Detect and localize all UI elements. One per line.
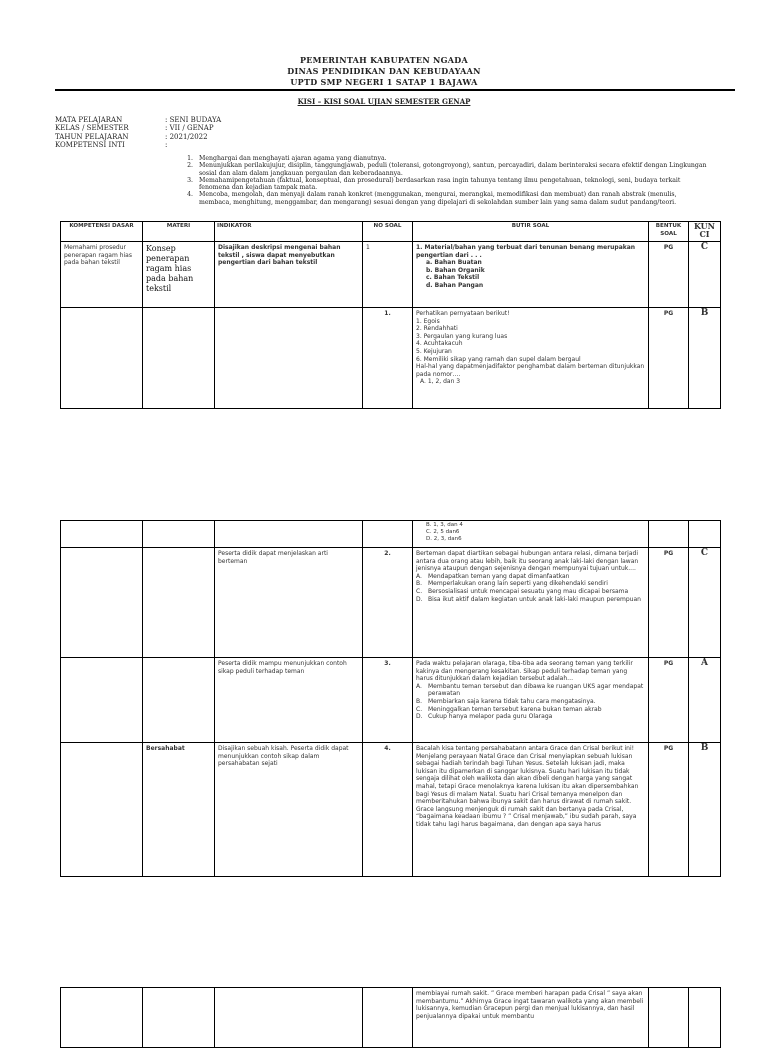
butir-cell: membiayai rumah sakit. ” Grace memberi harapan pada Crisal ” saya akan membantumu.” Akhirnya Grace ingat tawaran walikota yang akan membeli lukisannya, kemudian Gracepun pergi dan menjual lukisannya, dan hasil penjualannya dipakai untuk membantu <box>413 988 649 1048</box>
question-text: 1. Material/bahan yang terbuat dari tenunan benang merupakan pengertian dari . . . <box>416 244 636 259</box>
col-header-kunci: KUN CI <box>689 222 721 242</box>
materi-cell <box>143 308 215 409</box>
kompetensi-inti-list <box>177 155 707 206</box>
ki-item: 2. Menunjukkan perilakujujur, disiplin, tanggungjawab, peduli (toleransi, gotongroyong), santun, percayadiri, dalam berinteraksi secara efektif dengan Lingkungan sosial dan alam dalam jangkauan pergaulan dan keberadaannya. <box>187 162 707 177</box>
table-row <box>61 658 721 743</box>
no-cell: 2. <box>363 548 413 658</box>
meta-value: : VII / GENAP <box>165 124 214 133</box>
kunci-cell: B <box>689 308 721 409</box>
bentuk-cell: PG <box>649 242 689 308</box>
indikator-cell: Peserta didik mampu menunjukkan contoh sikap peduli terhadap teman <box>215 658 363 743</box>
kisi-table-2 <box>60 520 721 877</box>
table-row <box>61 743 721 877</box>
header-line-2: DINAS PENDIDIKAN DAN KEBUDAYAAN <box>287 66 481 76</box>
col-header-indikator: INDIKATOR <box>215 222 363 242</box>
table-row <box>61 521 721 548</box>
kunci-cell: C <box>689 242 721 308</box>
table-row <box>61 988 721 1048</box>
meta-value: : 2021/2022 <box>165 132 208 141</box>
kunci-cell: B <box>689 743 721 877</box>
kisi-table-3 <box>60 987 721 1048</box>
col-header-butir: BUTIR SOAL <box>413 222 649 242</box>
no-cell: 1. <box>363 308 413 409</box>
table-row <box>61 548 721 658</box>
kunci-cell: C <box>689 548 721 658</box>
no-cell: 4. <box>363 743 413 877</box>
table-row <box>61 308 721 409</box>
meta-row <box>55 133 221 141</box>
ki-item: 1. Menghargai dan menghayati ajaran agama yang dianutnya. <box>187 155 387 162</box>
option: a. Bahan Buatan <box>426 259 482 267</box>
meta-value: : SENI BUDAYA <box>165 116 222 124</box>
kunci-cell: A <box>689 658 721 743</box>
butir-cell <box>413 242 649 308</box>
no-cell: 1 <box>363 242 413 308</box>
header-line-3: UPTD SMP NEGERI 1 SATAP 1 BAJAWA <box>290 77 478 87</box>
ki-item: 4. Mencoba, mengolah, dan menyaji dalam ranah konkret (menggunakan, mengurai, merangkai, memodifikasi dan membuat) dan ranah abstrak (menulis, membaca, menghitung, menggambar, dan mengarang) sesuai dengan yang dipelajari di sekolahdan sumber lain yang sama dalam sudut pandang/teori. <box>187 191 677 206</box>
option: d. Bahan Pangan <box>426 281 484 289</box>
meta-row <box>55 124 221 132</box>
bentuk-cell: PG <box>649 658 689 743</box>
header-line-1: PEMERINTAH KABUPATEN NGADA <box>299 55 469 65</box>
document-title: KISI – KISI SOAL UJIAN SEMESTER GENAP <box>297 97 471 106</box>
indikator-cell: Disajikan deskripsi mengenai bahan tekstil , siswa dapat menyebutkan pengertian dari bahan tekstil <box>215 242 363 308</box>
option: c. Bahan Tekstil <box>426 274 480 282</box>
kisi-table-1 <box>60 221 721 409</box>
butir-cell: Berteman dapat diartikan sebagai hubungan antara relasi, dimana terjadi antara dua orang atau lebih, baik itu seorang anak laki-laki dengan lawan jenisnya ataupun dengan sejenisnya dengan mempunyai tujuan untuk.... A. Mendapatkan teman yang dapat dimanfaatkan B. Memperlakukan orang lain seperti yang dikehendaki sendiri C. Bersosialisasi untuk mencapai sesuatu yang mau dicapai bersama D. Bisa ikut aktif dalam kegiatan untuk anak laki-laki maupun perempuan <box>413 548 649 658</box>
col-header-no: NO SOAL <box>363 222 413 242</box>
butir-cell: Pada waktu pelajaran olaraga, tiba-tiba ada seorang teman yang terkilir kakinya dan mengerang kesakitan. Sikap peduli terhadap teman yang harus ditunjukkan dalam kejadian tersebut adalah… A. Membantu teman tersebut dan dibawa ke ruangan UKS agar mendapat perawatan B. Membiarkan saja karena tidak tahu cara mengatasinya. C. Meninggalkan teman tersebut karena bukan teman akrab D. Cukup hanya melapor pada guru Olaraga <box>413 658 649 743</box>
indikator-cell: Disajikan sebuah kisah. Peserta didik dapat menunjukkan contoh sikap dalam persahabatan sejati <box>215 743 363 877</box>
kd-cell <box>61 308 143 409</box>
meta-row <box>55 116 221 124</box>
bentuk-cell: PG <box>649 743 689 877</box>
materi-cell: Konsep penerapan ragam hias pada bahan tekstil <box>143 242 215 308</box>
kd-cell: Memahami prosedur penerapan ragam hias pada bahan tekstil <box>61 242 143 308</box>
meta-key: MATA PELAJARAN <box>55 116 123 124</box>
col-header-bentuk: BENTUK SOAL <box>649 222 689 242</box>
bentuk-cell: PG <box>649 548 689 658</box>
materi-cell: Bersahabat <box>143 743 215 877</box>
meta-value: : <box>165 140 168 149</box>
meta-row <box>55 141 221 149</box>
ki-item: 3. Memahamipengetahuan (faktual, konseptual, dan prosedural) berdasarkan rasa ingin tahunya tentang ilmu pengetahuan, teknologi, seni, budaya terkait fenomena dan kejadian tampak mata. <box>187 176 681 192</box>
meta-block <box>55 116 221 149</box>
indikator-cell: Peserta didik dapat menjelaskan arti berteman <box>215 548 363 658</box>
meta-key: KELAS / SEMESTER <box>55 124 129 133</box>
meta-key: TAHUN PELAJARAN <box>55 132 129 141</box>
option: b. Bahan Organik <box>426 266 485 274</box>
col-header-materi: MATERI <box>143 222 215 242</box>
bentuk-cell: PG <box>649 308 689 409</box>
meta-key: KOMPETENSI INTI <box>55 140 125 149</box>
table-header-row <box>61 222 721 242</box>
header-rule <box>55 89 735 91</box>
butir-cell: Perhatikan pernyataan berikut! 1. Egois 2. Rendahhati 3. Pergaulan yang kurang luas 4. Acuhtakacuh 5. Kejujuran 6. Memiliki sikap yang ramah dan supel dalam bergaul Hal-hal yang dapatmenjadifaktor penghambat dalam berteman ditunjukkan pada nomor…. A. 1, 2, dan 3 <box>413 308 649 409</box>
butir-cell: B. 1, 3, dan 4 C. 2, 5 dan6 D. 2, 3, dan6 <box>413 521 649 548</box>
table-row <box>61 242 721 308</box>
butir-cell: Bacalah kisa tentang persahabatann antara Grace dan Crisal berikut ini! Menjelang perayaan Natal Grace dan Crisal menyiapkan sebuah lukisan sebagai hadiah terindah bagi Tuhan Yesus. Setelah lukisan jadi, maka lukisan itu dipamerkan di sanggar lukisnya. Suatu hari lukisan itu tidak sengaja dilihat oleh walikota dan akan dibeli dengan harga yang sangat mahal, tetapi Grace menolaknya karena lukisan itu akan dipersembahkan bagi Yesus di malam Natal. Suatu hari Crisal temanya menelpon dan memberitahukan bahwa ibunya sakit dan harus dirawat di rumah sakit. Grace langsung menjenguk di rumah sakit dan bertanya pada Crisal, “bagaimana keadaan ibumu ? ” Crisal menjawab,” ibu sudah parah, saya tidak tahu lagi harus bagaimana, dan dengan apa saya harus <box>413 743 649 877</box>
indikator-cell <box>215 308 363 409</box>
col-header-kd: KOMPETENSI DASAR <box>61 222 143 242</box>
no-cell: 3. <box>363 658 413 743</box>
